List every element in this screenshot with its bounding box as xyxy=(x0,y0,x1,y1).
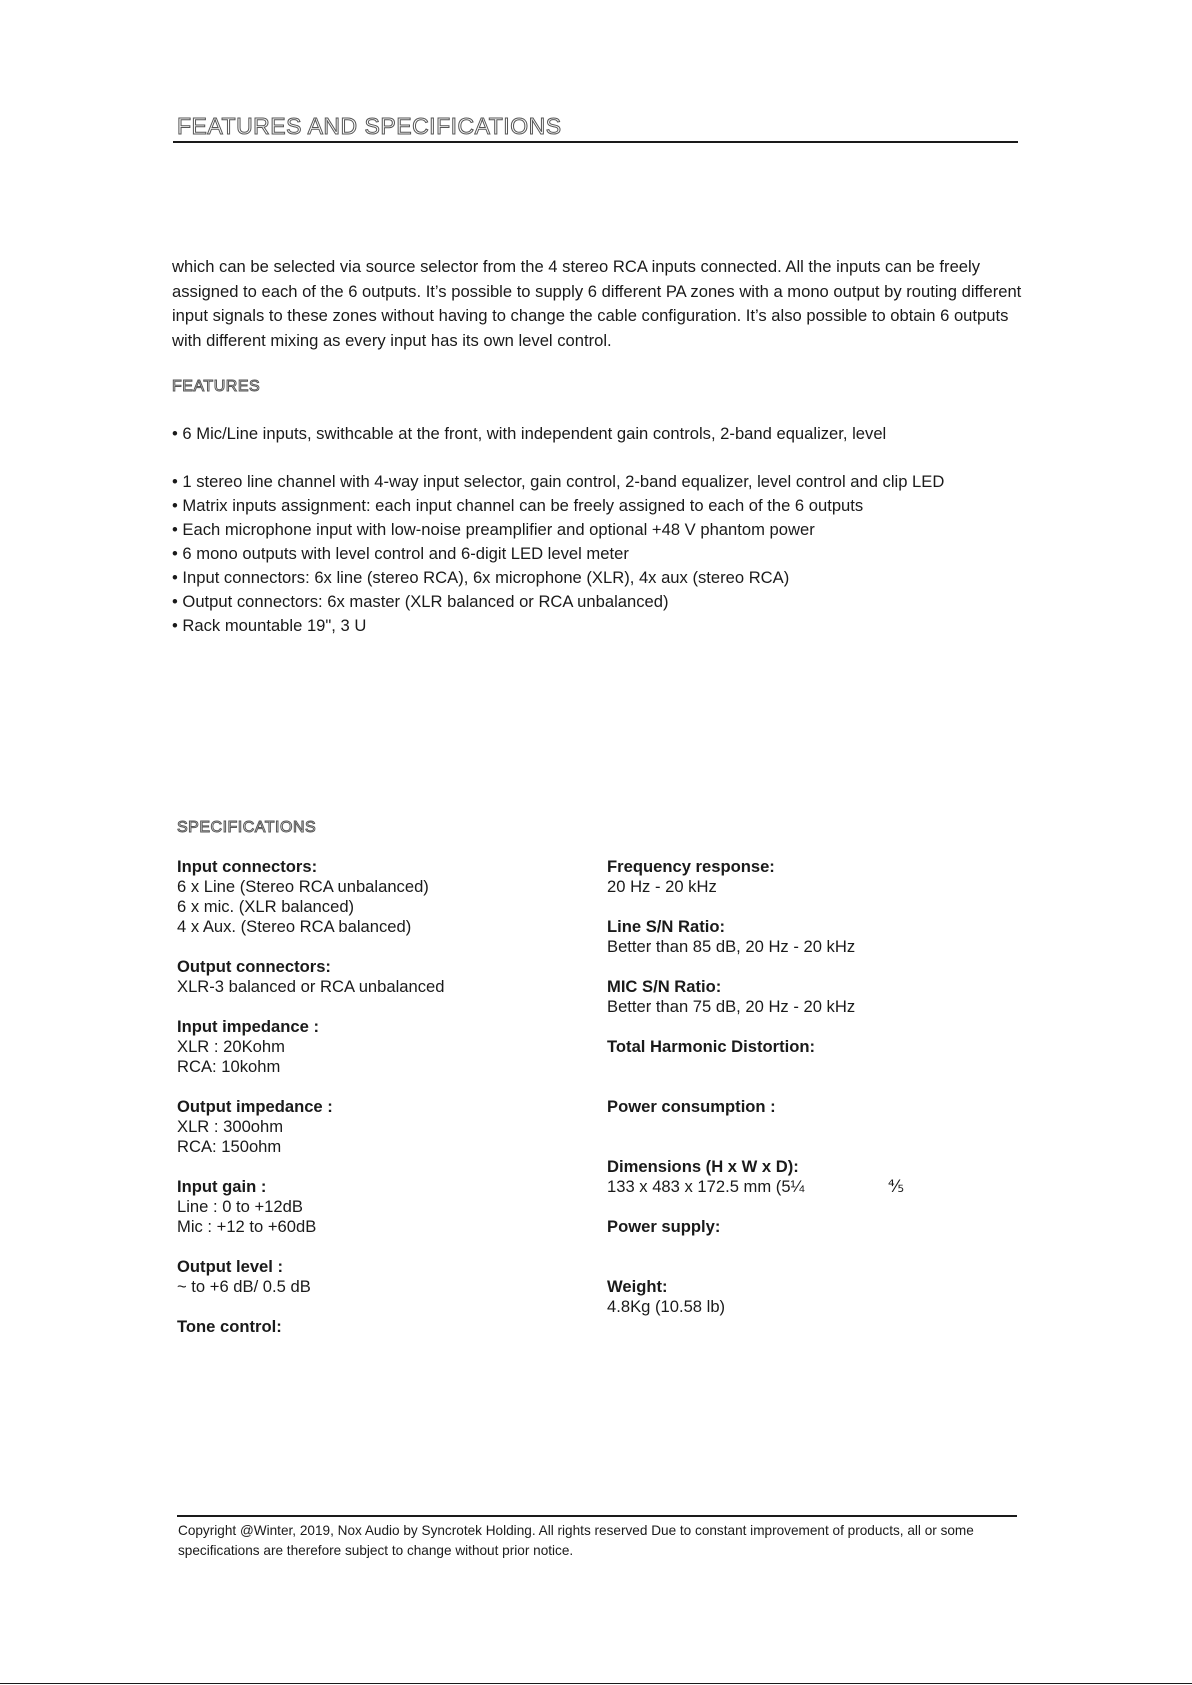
spec-title: Dimensions (H x W x D): xyxy=(607,1157,799,1176)
spec-title: Output connectors: xyxy=(177,957,331,976)
spec-output-level xyxy=(177,1257,577,1297)
feature-item: • Matrix inputs assignment: each input channel can be freely assigned to each of the 6 outputs xyxy=(172,496,864,515)
spec-mic-sn-ratio xyxy=(607,977,1007,1017)
spec-total-harmonic-distortion xyxy=(607,1037,1007,1077)
spec-title: Total Harmonic Distortion: xyxy=(607,1037,816,1056)
spec-title: Power supply: xyxy=(607,1217,721,1236)
spec-title: Tone control: xyxy=(177,1317,282,1336)
spec-title: Output impedance : xyxy=(177,1097,333,1116)
spec-title: Frequency response: xyxy=(607,857,775,876)
features-list xyxy=(172,422,1052,638)
spec-line-sn-ratio xyxy=(607,917,1007,957)
spec-title: Input impedance : xyxy=(177,1017,319,1036)
spec-title: Line S/N Ratio: xyxy=(607,917,726,936)
spec-input-connectors xyxy=(177,857,577,937)
footer-divider xyxy=(177,1515,1017,1517)
spec-value: RCA: 150ohm xyxy=(177,1137,282,1156)
page-bottom-edge xyxy=(0,1683,1192,1684)
spec-value xyxy=(607,1057,1007,1077)
spec-value: 4.8Kg (10.58 lb) xyxy=(607,1297,726,1316)
spec-weight xyxy=(607,1277,1007,1317)
spec-power-supply xyxy=(607,1217,1007,1257)
spec-value: XLR : 20Kohm xyxy=(177,1037,285,1056)
spec-value xyxy=(607,1237,1007,1257)
feature-item: • Input connectors: 6x line (stereo RCA), 6x microphone (XLR), 4x aux (stereo RCA) xyxy=(172,568,790,587)
features-heading: FEATURES xyxy=(172,378,261,395)
specifications-left-column xyxy=(177,857,577,1357)
spec-title: Output level : xyxy=(177,1257,284,1276)
spec-title: Weight: xyxy=(607,1277,668,1296)
spec-title: Input gain : xyxy=(177,1177,267,1196)
specifications-right-column xyxy=(607,857,1007,1337)
spec-title: MIC S/N Ratio: xyxy=(607,977,722,996)
spec-value: XLR : 300ohm xyxy=(177,1117,284,1136)
spec-value xyxy=(607,1177,1007,1197)
dimensions-value: 133 x 483 x 172.5 mm (5¼ xyxy=(607,1177,805,1196)
spec-input-impedance xyxy=(177,1017,577,1077)
spec-power-consumption xyxy=(607,1097,1007,1137)
spec-output-connectors xyxy=(177,957,577,997)
spec-value: Line : 0 to +12dB xyxy=(177,1197,303,1216)
feature-item: • 6 Mic/Line inputs, swithcable at the front, with independent gain controls, 2-band equalizer, level xyxy=(172,424,887,443)
spec-value xyxy=(607,1117,1007,1137)
spec-tone-control xyxy=(177,1317,577,1337)
spec-title: Input connectors: xyxy=(177,857,318,876)
spec-title: Power consumption : xyxy=(607,1097,776,1116)
feature-item: • 6 mono outputs with level control and 6-digit LED level meter xyxy=(172,544,629,563)
footer-copyright: Copyright @Winter, 2019, Nox Audio by Syncrotek Holding. All rights reserved Due to constant improvement of products, all or some specifications are therefore subject to change without prior notice. xyxy=(178,1523,974,1558)
feature-item: • Rack mountable 19", 3 U xyxy=(172,616,367,635)
specifications-heading: SPECIFICATIONS xyxy=(177,819,317,836)
spec-value: 4 x Aux. (Stereo RCA balanced) xyxy=(177,917,412,936)
spec-value: RCA: 10kohm xyxy=(177,1057,281,1076)
spec-value: Mic : +12 to +60dB xyxy=(177,1217,317,1236)
title-divider xyxy=(173,141,1018,143)
spec-value: XLR-3 balanced or RCA unbalanced xyxy=(177,977,445,996)
spec-value: ~ to +6 dB/ 0.5 dB xyxy=(177,1277,311,1296)
spec-value: 6 x Line (Stereo RCA unbalanced) xyxy=(177,877,429,896)
spec-value: Better than 75 dB, 20 Hz - 20 kHz xyxy=(607,997,856,1016)
spec-value: 6 x mic. (XLR balanced) xyxy=(177,897,355,916)
spec-output-impedance xyxy=(177,1097,577,1157)
spec-input-gain xyxy=(177,1177,577,1237)
intro-paragraph: which can be selected via source selector from the 4 stereo RCA inputs connected. All the inputs can be freely assigned to each of the 6 outputs. It’s possible to supply 6 different PA zones with a mono output by routing different input signals to these zones without having to change the cable configuration. It’s also possible to obtain 6 outputs with different mixing as every input has its own level control. xyxy=(172,257,1022,350)
page-title: FEATURES AND SPECIFICATIONS xyxy=(177,113,562,139)
spec-value: 20 Hz - 20 kHz xyxy=(607,877,717,896)
feature-item: • 1 stereo line channel with 4-way input selector, gain control, 2-band equalizer, level control and clip LED xyxy=(172,472,945,491)
spec-dimensions xyxy=(607,1157,1007,1197)
feature-item: • Each microphone input with low-noise preamplifier and optional +48 V phantom power xyxy=(172,520,815,539)
feature-item: • Output connectors: 6x master (XLR balanced or RCA unbalanced) xyxy=(172,592,669,611)
spec-value: Better than 85 dB, 20 Hz - 20 kHz xyxy=(607,937,856,956)
spec-frequency-response xyxy=(607,857,1007,897)
dimensions-fraction: ⅘ xyxy=(888,1177,905,1196)
